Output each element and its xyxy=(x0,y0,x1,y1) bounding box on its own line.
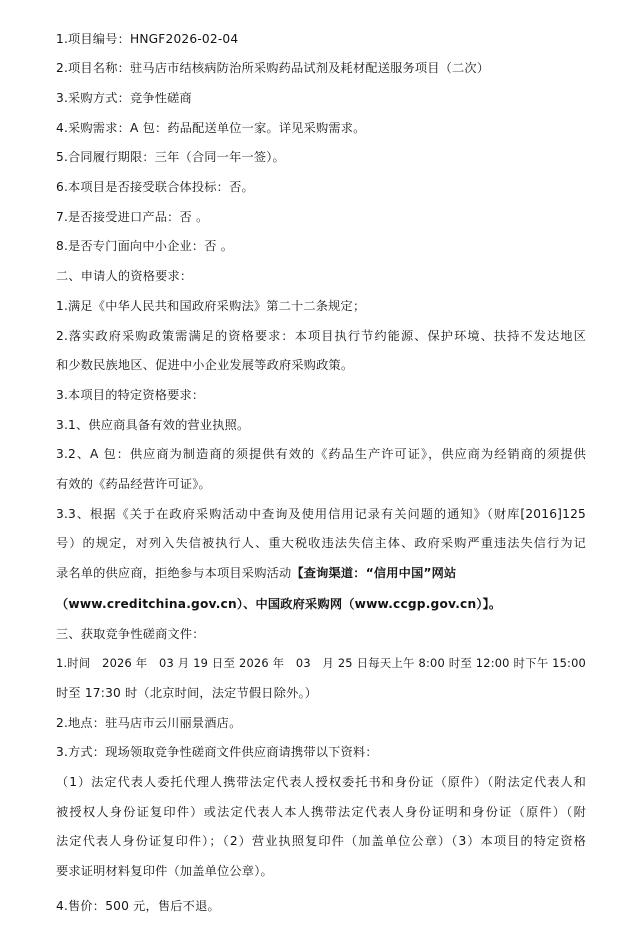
qualification-item-3-3-line1: 3.3、根据《关于在政府采购活动中查询及使用信用记录有关问题的通知》（财库[2016]125 xyxy=(56,507,586,521)
obtain-time-line1: 1.时间 2026 年 03 月 19 日至 2026 年 03 月 25 日每天上午 8:00 时至 12:00 时下午 15:00 xyxy=(56,656,586,670)
required-materials-line2: 被授权人身份证复印件）或法定代表人本人携带法定代表人身份证明和身份证（原件）（附 xyxy=(56,805,586,819)
obtain-location-line: 2.地点：驻马店市云川丽景酒店。 xyxy=(56,716,242,730)
project-name-line: 2.项目名称：驻马店市结核病防治所采购药品试剂及耗材配送服务项目（二次） xyxy=(56,61,490,75)
qualification-item-1: 1.满足《中华人民共和国政府采购法》第二十二条规定； xyxy=(56,299,366,313)
section-heading-qualifications: 二、申请人的资格要求： xyxy=(56,269,193,283)
obtain-time-line2: 时至 17:30 时（北京时间，法定节假日除外。） xyxy=(56,686,318,700)
qualification-item-3-3-line2: 号）的规定，对列入失信被执行人、重大税收违法失信主体、政府采购严重违法失信行为记 xyxy=(56,536,586,550)
qualification-item-3-2-line1: 3.2、A 包：供应商为制造商的须提供有效的《药品生产许可证》，供应商为经销商的须提供 xyxy=(56,447,586,461)
consortium-bid-line: 6.本项目是否接受联合体投标：否。 xyxy=(56,180,254,194)
qualification-item-3-3-line3 xyxy=(56,563,586,583)
imported-products-line: 7.是否接受进口产品：否 。 xyxy=(56,210,209,224)
section-heading-obtain-documents: 三、获取竞争性磋商文件： xyxy=(56,627,205,641)
price-line: 4.售价：500 元，售后不退。 xyxy=(56,899,220,913)
query-channel-urls: （www.creditchina.gov.cn）、中国政府采购网（www.ccgp.gov.cn）】。 xyxy=(56,597,502,611)
query-channel-text: 【查询渠道：“信用中国”网站 xyxy=(291,566,457,580)
qualification-item-3-1: 3.1、供应商具备有效的营业执照。 xyxy=(56,418,250,432)
required-materials-line3: 法定代表人身份证复印件）；（2）营业执照复印件（加盖单位公章）（3）本项目的特定资格 xyxy=(56,834,586,848)
line3-text: 录名单的供应商，拒绝参与本项目采购活动 xyxy=(56,566,292,580)
contract-period-line: 5.合同履行期限：三年（合同一年一签）。 xyxy=(56,150,285,164)
qualification-item-2-line1: 2.落实政府采购政策需满足的资格要求：本项目执行节约能源、保护环境、扶持不发达地区 xyxy=(56,329,586,343)
required-materials-line1: （1）法定代表人委托代理人携带法定代表人授权委托书和身份证（原件）（附法定代表人和 xyxy=(56,775,586,789)
sme-line: 8.是否专门面向中小企业：否 。 xyxy=(56,239,234,253)
qualification-item-2-line2: 和少数民族地区、促进中小企业发展等政府采购政策。 xyxy=(56,358,354,372)
project-number-line: 1.项目编号：HNGF2026-02-04 xyxy=(56,32,239,46)
qualification-item-3-2-line2: 有效的《药品经营许可证》。 xyxy=(56,477,211,491)
procurement-demand-line: 4.采购需求：A 包：药品配送单位一家。详见采购需求。 xyxy=(56,121,366,135)
required-materials-line4: 要求证明材料复印件（加盖单位公章）。 xyxy=(56,864,273,878)
obtain-method-line: 3.方式：现场领取竞争性磋商文件供应商请携带以下资料： xyxy=(56,745,378,759)
procurement-method-line: 3.采购方式：竞争性磋商 xyxy=(56,91,192,105)
qualification-item-3: 3.本项目的特定资格要求： xyxy=(56,388,205,402)
